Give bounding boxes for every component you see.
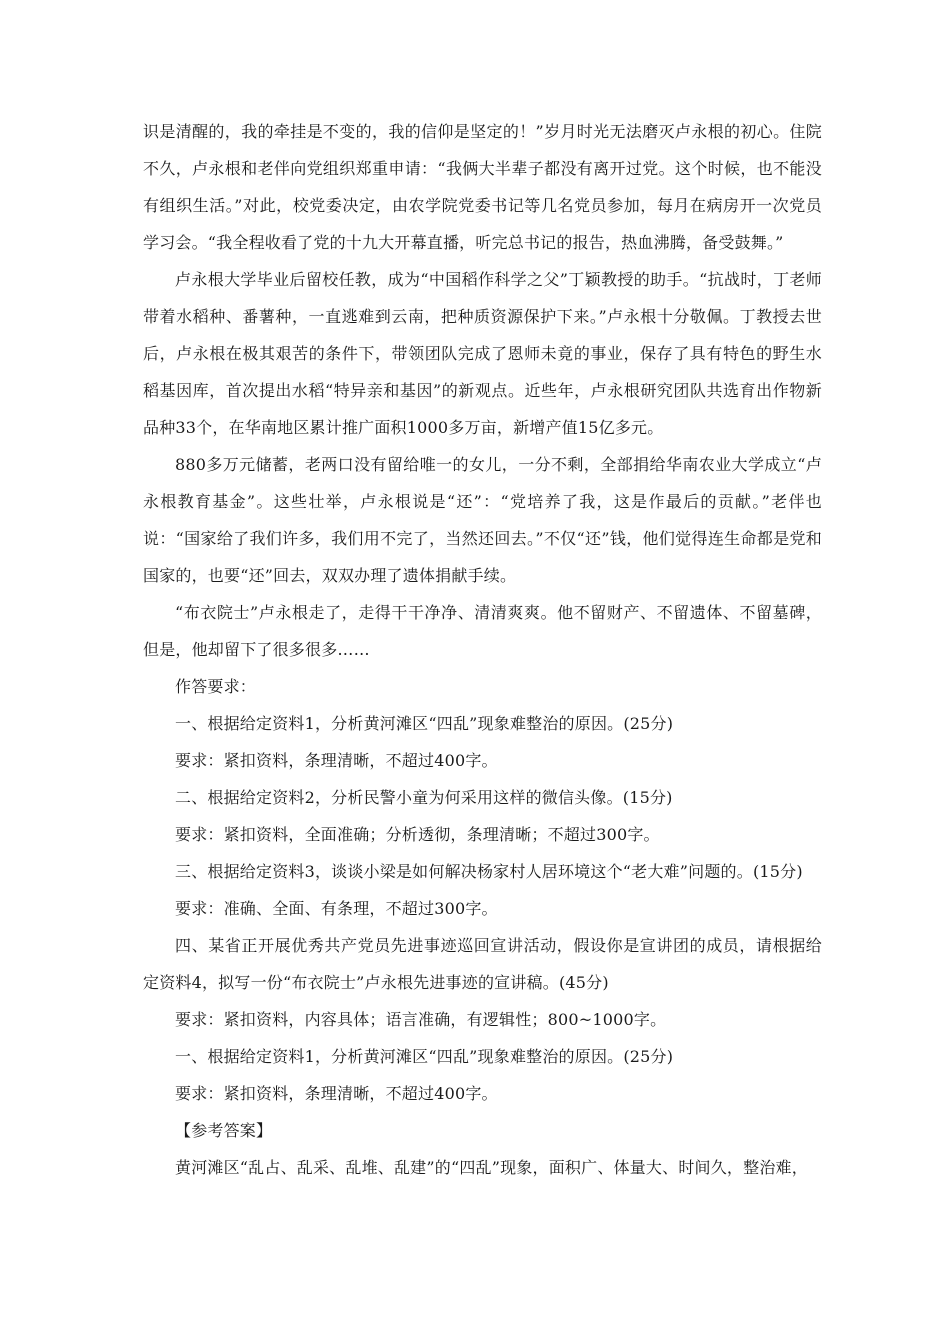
question-4: 四、某省正开展优秀共产党员先进事迹巡回宣讲活动，假设你是宣讲团的成员，请根据给定资料4，拟写一份“布衣院士”卢永根先进事迹的宣讲稿。(45分) <box>143 936 822 992</box>
answer-requirements-heading: 作答要求： <box>175 677 257 696</box>
question-1: 一、根据给定资料1，分析黄河滩区“四乱”现象难整治的原因。(25分) <box>175 714 674 733</box>
paragraph-1: 识是清醒的，我的牵挂是不变的，我的信仰是坚定的！”岁月时光无法磨灭卢永根的初心。住院不久，卢永根和老伴向党组织郑重申请：“我俩大半辈子都没有离开过党。这个时候，也不能没有组织生活。”对此，校党委决定，由农学院党委书记等几名党员参加，每月在病房开一次党员学习会。“我全程收看了党的十九大开幕直播，听完总书记的报告，热血沸腾，备受鼓舞。” <box>143 122 822 252</box>
question-1-repeat-requirement: 要求：紧扣资料，条理清晰，不超过400字。 <box>175 1084 498 1103</box>
question-2: 二、根据给定资料2，分析民警小童为何采用这样的微信头像。(15分) <box>175 788 673 807</box>
reference-answer-text: 黄河滩区“乱占、乱采、乱堆、乱建”的“四乱”现象，面积广、体量大、时间久，整治难， <box>175 1158 808 1177</box>
paragraph-3: 880多万元储蓄，老两口没有留给唯一的女儿，一分不剩，全部捐给华南农业大学成立“卢永根教育基金”。这些壮举，卢永根说是“还”：“党培养了我，这是作最后的贡献。”老伴也说：“国家给了我们许多，我们用不完了，当然还回去。”不仅“还”钱，他们觉得连生命都是党和国家的，也要“还”回去，双双办理了遗体捐献手续。 <box>143 455 822 585</box>
paragraph-4: “布衣院士”卢永根走了，走得干干净净、清清爽爽。他不留财产、不留遗体、不留墓碑，但是，他却留下了很多很多…… <box>143 603 822 659</box>
question-1-requirement: 要求：紧扣资料，条理清晰，不超过400字。 <box>175 751 498 770</box>
question-3-requirement: 要求：准确、全面、有条理，不超过300字。 <box>175 899 498 918</box>
question-1-repeat: 一、根据给定资料1，分析黄河滩区“四乱”现象难整治的原因。(25分) <box>175 1047 674 1066</box>
paragraph-2: 卢永根大学毕业后留校任教，成为“中国稻作科学之父”丁颖教授的助手。“抗战时，丁老师带着水稻种、番薯种，一直逃难到云南，把种质资源保护下来。”卢永根十分敬佩。丁教授去世后，卢永根在极其艰苦的条件下，带领团队完成了恩师未竟的事业，保存了具有特色的野生水稻基因库，首次提出水稻“特异亲和基因”的新观点。近些年，卢永根研究团队共选育出作物新品种33个，在华南地区累计推广面积1000多万亩，新增产值15亿多元。 <box>143 270 822 437</box>
reference-answer-heading: 【参考答案】 <box>175 1121 273 1140</box>
question-3: 三、根据给定资料3，谈谈小梁是如何解决杨家村人居环境这个“老大难”问题的。(15分) <box>175 862 803 881</box>
question-4-requirement: 要求：紧扣资料，内容具体；语言准确，有逻辑性；800~1000字。 <box>175 1010 667 1029</box>
question-2-requirement: 要求：紧扣资料，全面准确；分析透彻，条理清晰；不超过300字。 <box>175 825 660 844</box>
